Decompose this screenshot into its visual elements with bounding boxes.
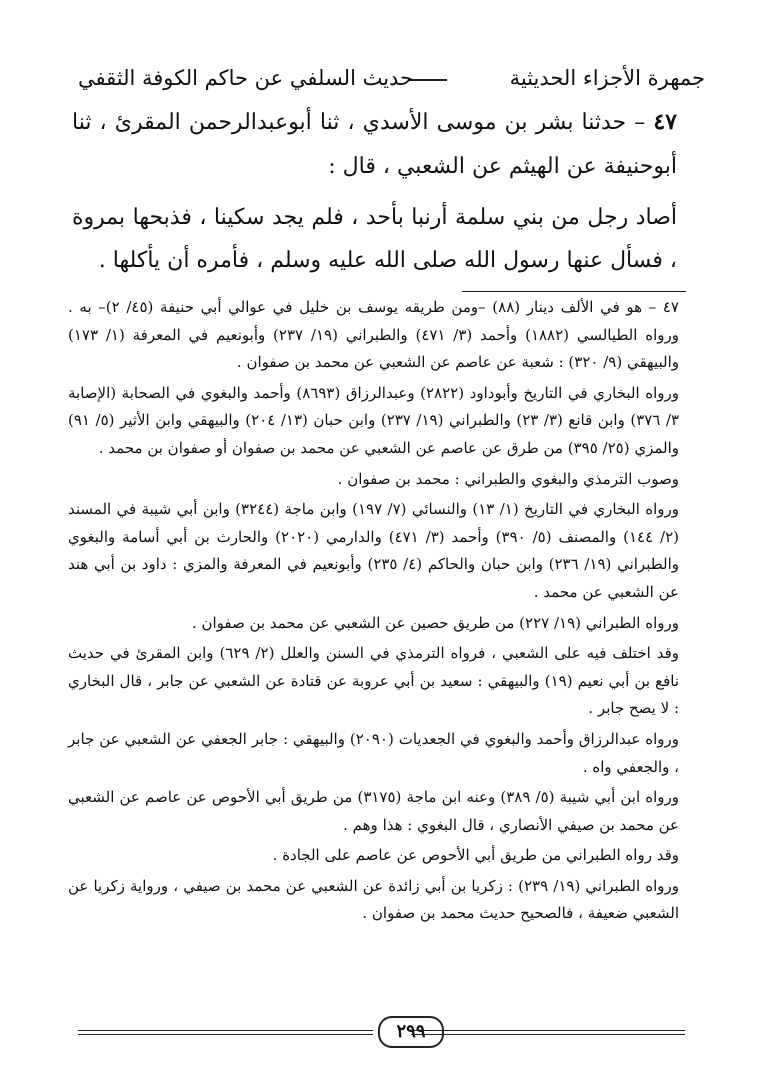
footnotes xyxy=(68,294,679,928)
footnote-paragraph: ورواه البخاري في التاريخ وأبوداود (٢٨٢٢) وعبدالرزاق (٨٦٩٣) وأحمد والبغوي في الصحابة (الإصابة ٣/ ٣٧٦) وابن قانع (٣/ ٢٣) والطبراني (١٩/ ٢٣٧) وابن حبان (١٣/ ٢٠٤) والبيهقي وابن الأثير (٥/ ٩١) والمزي (٢٥/ ٣٩٥) من طرق عن عاصم عن الشعبي عن محمد بن صفوان أو صفوان بن محمد . xyxy=(68,383,679,457)
running-header xyxy=(78,58,705,98)
footnote-paragraph: وقد اختلف فيه على الشعبي ، فرواه الترمذي في السنن والعلل (٢/ ٦٢٩) وابن المقرئ في حديث نافع بن أبي نعيم (١٩) والبيهقي : سعيد بن أبي عروبة عن قتادة عن الشعبي عن جابر ، قال البخاري : لا يصح جابر . xyxy=(68,644,679,718)
hadith-isnad xyxy=(72,100,677,189)
chapter-title: حديث السلفي عن حاكم الكوفة الثقفي xyxy=(78,66,414,90)
hadith-number: ٤٧ xyxy=(653,109,677,135)
footnote-paragraph: ورواه ابن أبي شيبة (٥/ ٣٨٩) وعنه ابن ماجة (٣١٧٥) من طريق أبي الأحوص عن عاصم عن الشعبي عن محمد بن صيفي الأنصاري ، قال البغوي : هذا وهم . xyxy=(68,788,680,834)
isnad-text: – حدثنا بشر بن موسى الأسدي ، ثنا أبوعبدالرحمن المقرئ ، ثنا أبوحنيفة عن الهيثم عن الشعبي ، قال : xyxy=(72,110,677,179)
footnote-paragraph: وقد رواه الطبراني من طريق أبي الأحوص عن عاصم على الجادة . xyxy=(272,846,679,865)
footnote-paragraph: وصوب الترمذي والبغوي والطبراني : محمد بن صفوان . xyxy=(337,469,679,488)
footnote-paragraph: ٤٧ – هو في الألف دينار (٨٨) –ومن طريقه يوسف بن خليل في عوالي أبي حنيفة (٤٥/ ٢)– به . ورواه الطيالسي (١٨٨٢) وأحمد (٣/ ٤٧١) والطبراني (١٩/ ٢٣٧) وأبونعيم في المعرفة (١/ ١٧٣) والبيهقي (٩/ ٣٢٠) : شعبة عن عاصم عن الشعبي عن محمد بن صفوان . xyxy=(68,298,679,372)
page-number: ٢٩٩ xyxy=(378,1016,444,1048)
footer-rule-right xyxy=(411,1030,685,1035)
book-title: جمهرة الأجزاء الحديثية xyxy=(509,66,705,90)
page-footer xyxy=(78,1014,685,1046)
hadith-matn: أصاد رجل من بني سلمة أرنبا بأحد ، فلم يجد سكينا ، فذبحها بمروة ، فسأل عنها رسول الله صلى الله عليه وسلم ، فأمره أن يأكلها . xyxy=(72,205,677,273)
footnote-paragraph: ورواه عبدالرزاق وأحمد والبغوي في الجعديات (٢٠٩٠) والبيهقي : جابر الجعفي عن الشعبي عن جابر ، والجعفي واه . xyxy=(68,729,679,776)
footer-rule-left xyxy=(78,1030,373,1035)
footnote-paragraph: ورواه الطبراني (١٩/ ٢٣٩) : زكريا بن أبي زائدة عن الشعبي عن محمد بن صيفي ، ورواية زكريا عن الشعبي ضعيفة ، فالصحيح حديث محمد بن صفوان . xyxy=(68,876,679,923)
footnote-divider xyxy=(462,291,686,292)
header-rule xyxy=(408,79,447,81)
footnote-paragraph: ورواه البخاري في التاريخ (١/ ١٣) والنسائي (٧/ ١٩٧) وابن ماجة (٣٢٤٤) وابن أبي شيبة في المسند (٢/ ١٤٤) والمصنف (٥/ ٣٩٠) وأحمد (٣/ ٤٧١) والدارمي (٢٠٢٠) والحارث بن أبي أسامة والبغوي والطبراني (١٩/ ٢٣٦) وابن حبان والحاكم (٤/ ٢٣٥) وأبونعيم في المعرفة والمزي : داود بن أبي هند عن الشعبي عن محمد . xyxy=(68,500,680,601)
footnote-paragraph: ورواه الطبراني (١٩/ ٢٢٧) من طريق حصين عن الشعبي عن محمد بن صفوان . xyxy=(191,613,679,632)
